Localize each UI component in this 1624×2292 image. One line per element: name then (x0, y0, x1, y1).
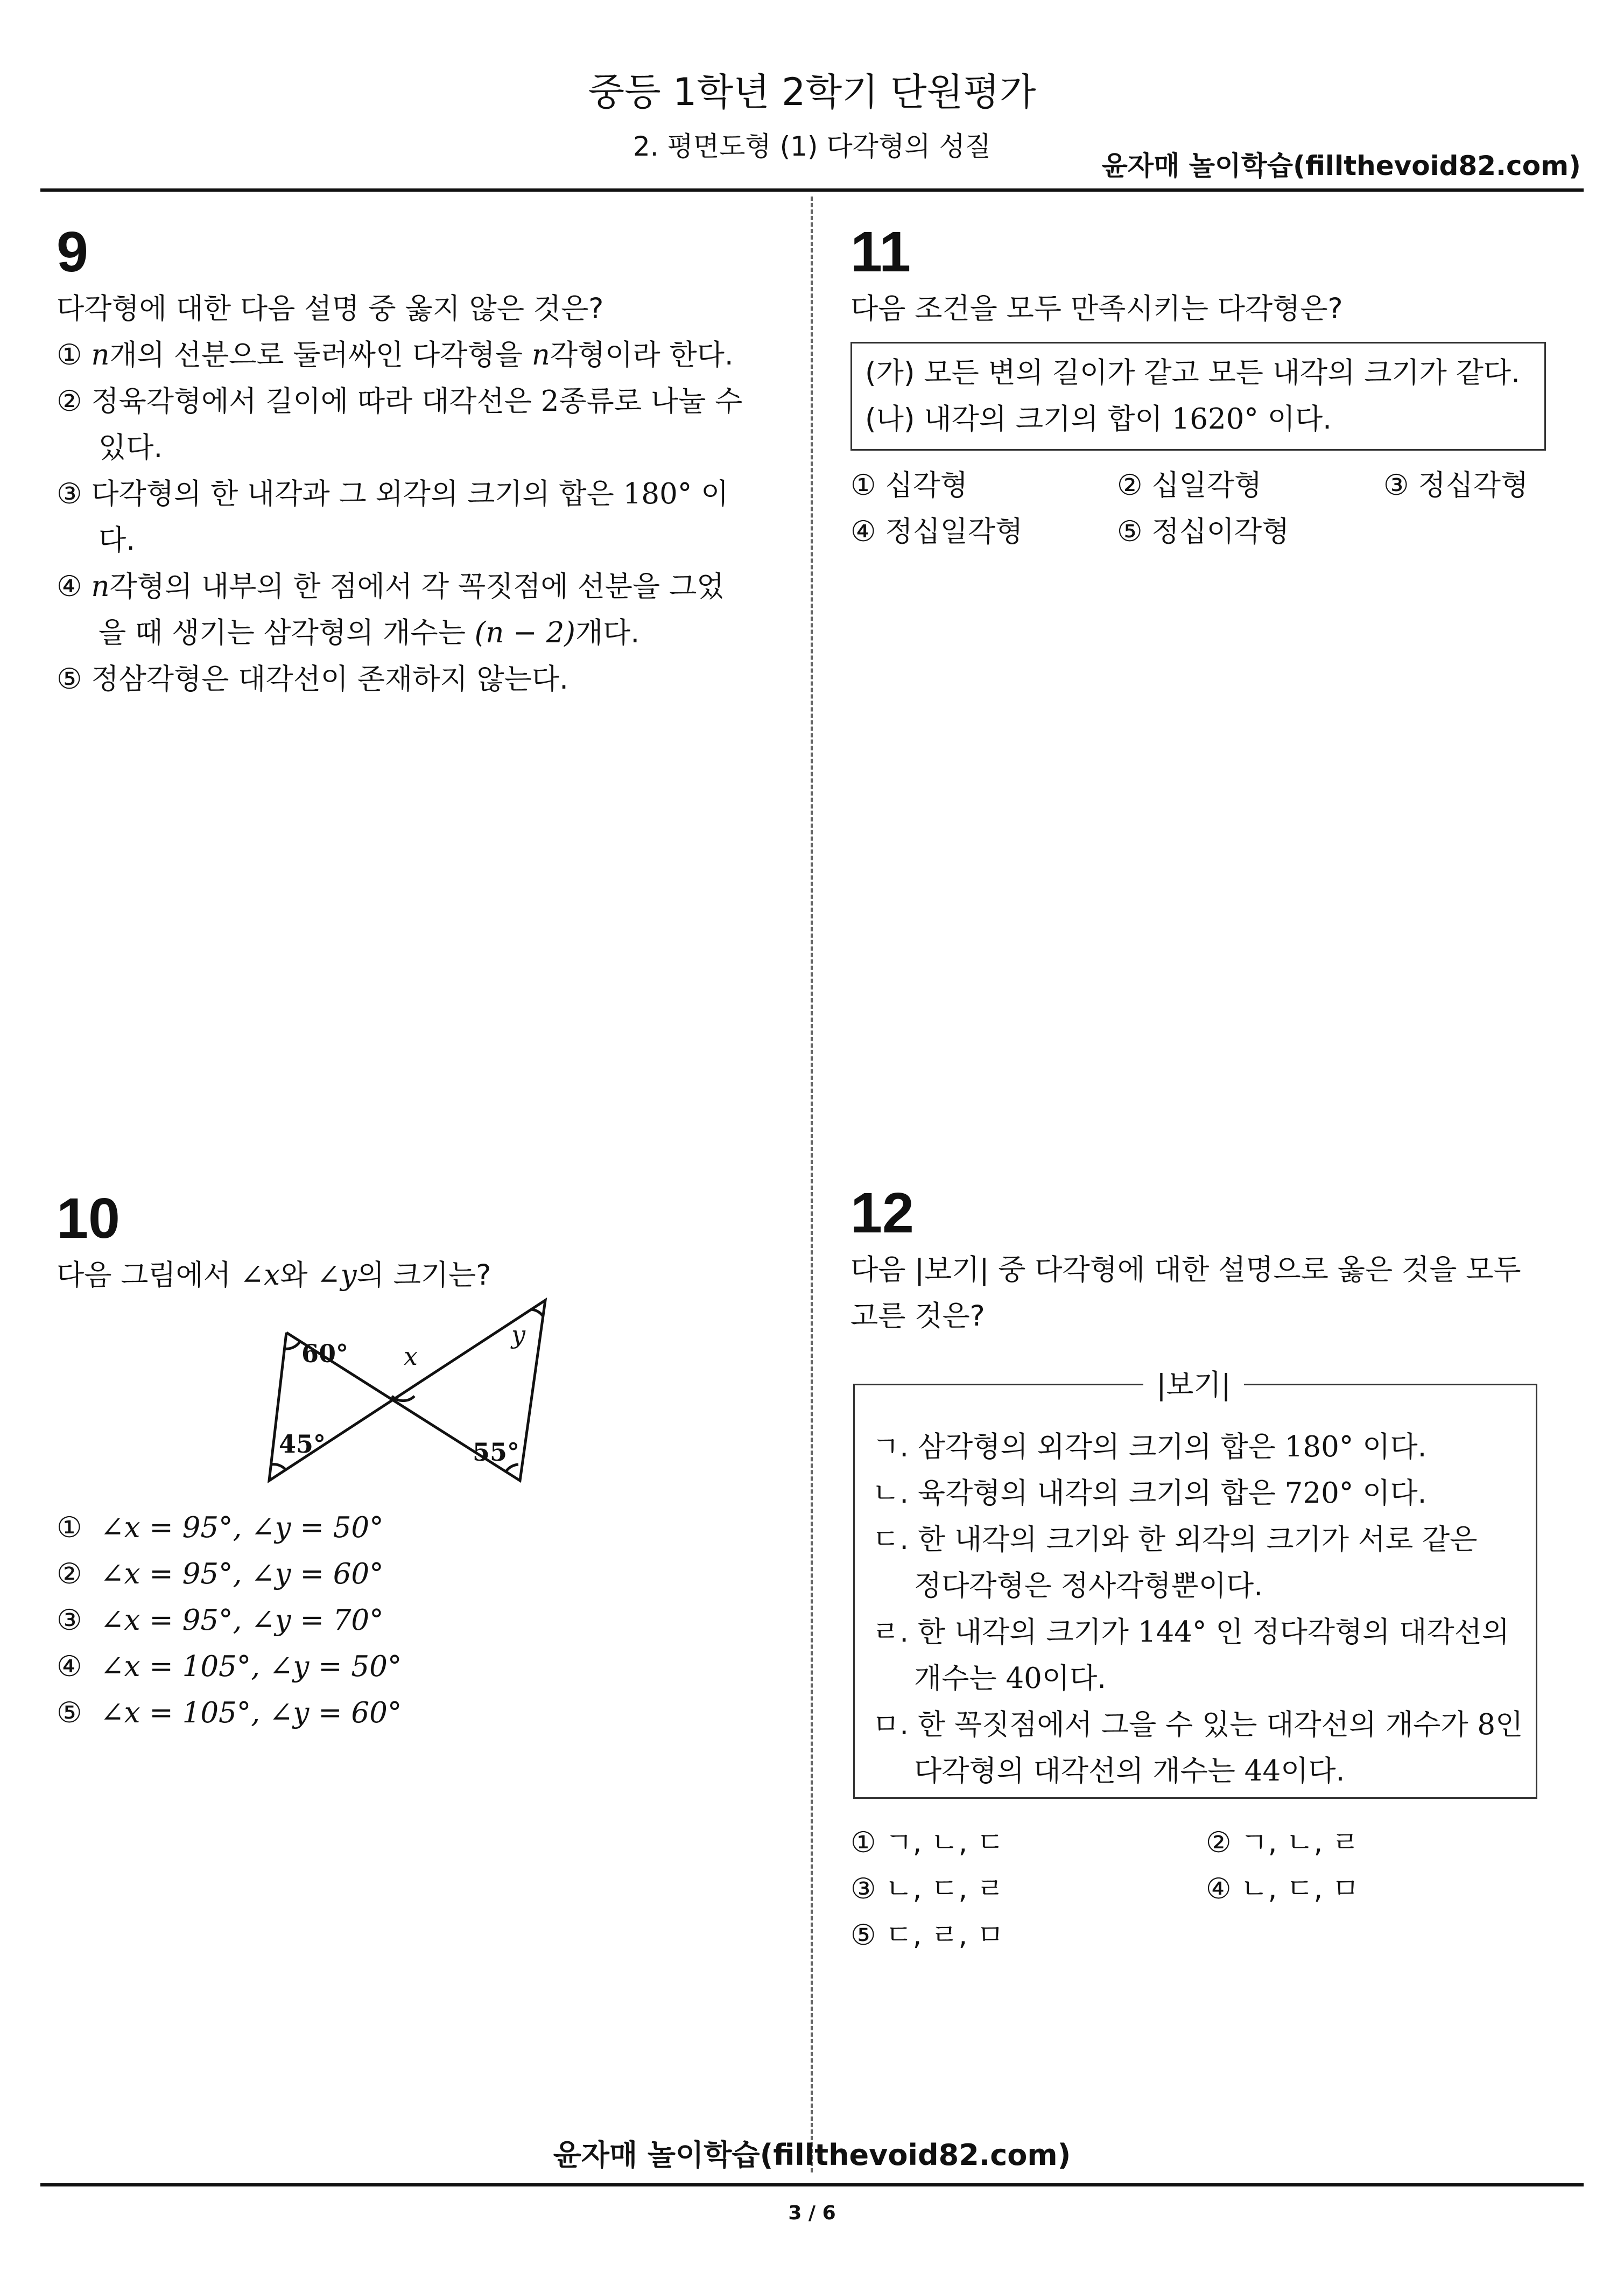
arc-60 (284, 1342, 300, 1349)
page-title: 중등 1학년 2학기 단원평가 (588, 70, 1036, 114)
option-1[interactable]: ① 십각형 (850, 469, 968, 502)
question-11 (850, 220, 1550, 559)
option-3[interactable]: ③ ∠x = 95°, ∠y = 70° (57, 1604, 384, 1637)
q10-options (57, 1505, 402, 1736)
option-4[interactable]: ④ 정십일각형 (850, 515, 1023, 548)
question-number: 9 (57, 220, 88, 284)
option-2[interactable]: ② ㄱ, ㄴ, ㄹ (1206, 1826, 1360, 1859)
option-2[interactable]: ② ∠x = 95°, ∠y = 60° (57, 1558, 384, 1590)
option-1[interactable]: ① ∠x = 95°, ∠y = 50° (57, 1511, 384, 1544)
angle-label-y: y (511, 1320, 525, 1349)
question-text: 다음 그림에서 ∠x와 ∠y의 크기는? (57, 1259, 491, 1292)
bogi-item-3: ㄷ. 한 내각의 크기와 한 외각의 크기가 서로 같은 정다각형은 정사각형뿐이다. (872, 1523, 1478, 1602)
page-subtitle: 2. 평면도형 (1) 다각형의 성질 (632, 131, 992, 162)
bogi-items (872, 1424, 1523, 1795)
option-1[interactable]: ① ㄱ, ㄴ, ㄷ (850, 1826, 1004, 1859)
bogi-item-4: ㄹ. 한 내각의 크기가 144° 인 정다각형의 대각선의 개수는 40이다. (872, 1616, 1510, 1695)
angle-label-55: 55° (473, 1438, 520, 1467)
bogi-label: |보기| (1143, 1369, 1243, 1401)
option-5[interactable]: ⑤ 정십이각형 (1117, 515, 1290, 548)
condition-a: (가) 모든 변의 길이가 같고 모든 내각의 크기가 같다. (865, 356, 1520, 389)
page-number: 3 / 6 (788, 2202, 836, 2224)
question-12 (850, 1181, 1550, 1340)
option-2[interactable]: ② 정육각형에서 길이에 따라 대각선은 2종류로 나눌 수 있다. (57, 385, 743, 464)
option-5[interactable]: ⑤ ㄷ, ㄹ, ㅁ (850, 1919, 1004, 1952)
option-4[interactable]: ④ ㄴ, ㄷ, ㅁ (1206, 1873, 1360, 1905)
angle-label-60: 60° (301, 1339, 349, 1368)
q12-options (850, 1820, 1550, 1965)
option-3[interactable]: ③ ㄴ, ㄷ, ㄹ (850, 1873, 1004, 1905)
bogi-item-2: ㄴ. 육각형의 내각의 크기의 합은 720° 이다. (872, 1477, 1427, 1510)
option-5[interactable]: ⑤ 정삼각형은 대각선이 존재하지 않는다. (57, 663, 568, 696)
header-rule (40, 188, 1584, 192)
option-2[interactable]: ② 십일각형 (1117, 469, 1262, 502)
question-9 (57, 220, 743, 703)
header-site-label: 윤자매 놀이학습(fillthevoid82.com) (1101, 150, 1581, 181)
footer-rule (40, 2183, 1584, 2186)
question-number: 10 (57, 1187, 120, 1250)
question-text-line2: 고른 것은? (850, 1300, 985, 1333)
option-5[interactable]: ⑤ ∠x = 105°, ∠y = 60° (57, 1697, 402, 1729)
arc-45 (271, 1464, 286, 1470)
condition-box (850, 342, 1546, 451)
angle-label-45: 45° (279, 1429, 326, 1459)
option-4[interactable]: ④ n각형의 내부의 한 점에서 각 꼭짓점에 선분을 그었 을 때 생기는 삼각형의 개수는 (n − 2)개다. (57, 570, 725, 649)
option-1[interactable]: ① n개의 선분으로 둘러싸인 다각형을 n각형이라 한다. (57, 339, 734, 372)
condition-b: (나) 내각의 크기의 합이 1620° 이다. (865, 403, 1332, 436)
option-4[interactable]: ④ ∠x = 105°, ∠y = 50° (57, 1650, 402, 1683)
question-text: 다음 조건을 모두 만족시키는 다각형은? (850, 292, 1343, 325)
question-text: 다각형에 대한 다음 설명 중 옳지 않은 것은? (57, 292, 604, 325)
question-number: 12 (850, 1181, 914, 1245)
arc-y (531, 1309, 543, 1316)
option-3[interactable]: ③ 정십각형 (1383, 469, 1529, 502)
option-3[interactable]: ③ 다각형의 한 내각과 그 외각의 크기의 합은 180° 이 다. (57, 478, 729, 557)
question-text-line1: 다음 |보기| 중 다각형에 대한 설명으로 옳은 것을 모두 (850, 1253, 1521, 1286)
bowtie-triangle-figure (253, 1289, 565, 1494)
question-number: 11 (850, 220, 911, 284)
angle-label-x: x (404, 1342, 418, 1371)
bogi-item-1: ㄱ. 삼각형의 외각의 크기의 합은 180° 이다. (872, 1431, 1427, 1463)
bogi-item-5: ㅁ. 한 꼭짓점에서 그을 수 있는 대각선의 개수가 8인 다각형의 대각선의 개수는 44이다. (872, 1708, 1523, 1788)
question-10 (57, 1187, 491, 1299)
footer-site-label: 윤자매 놀이학습(fillthevoid82.com) (553, 2138, 1071, 2172)
column-divider (811, 197, 813, 2172)
